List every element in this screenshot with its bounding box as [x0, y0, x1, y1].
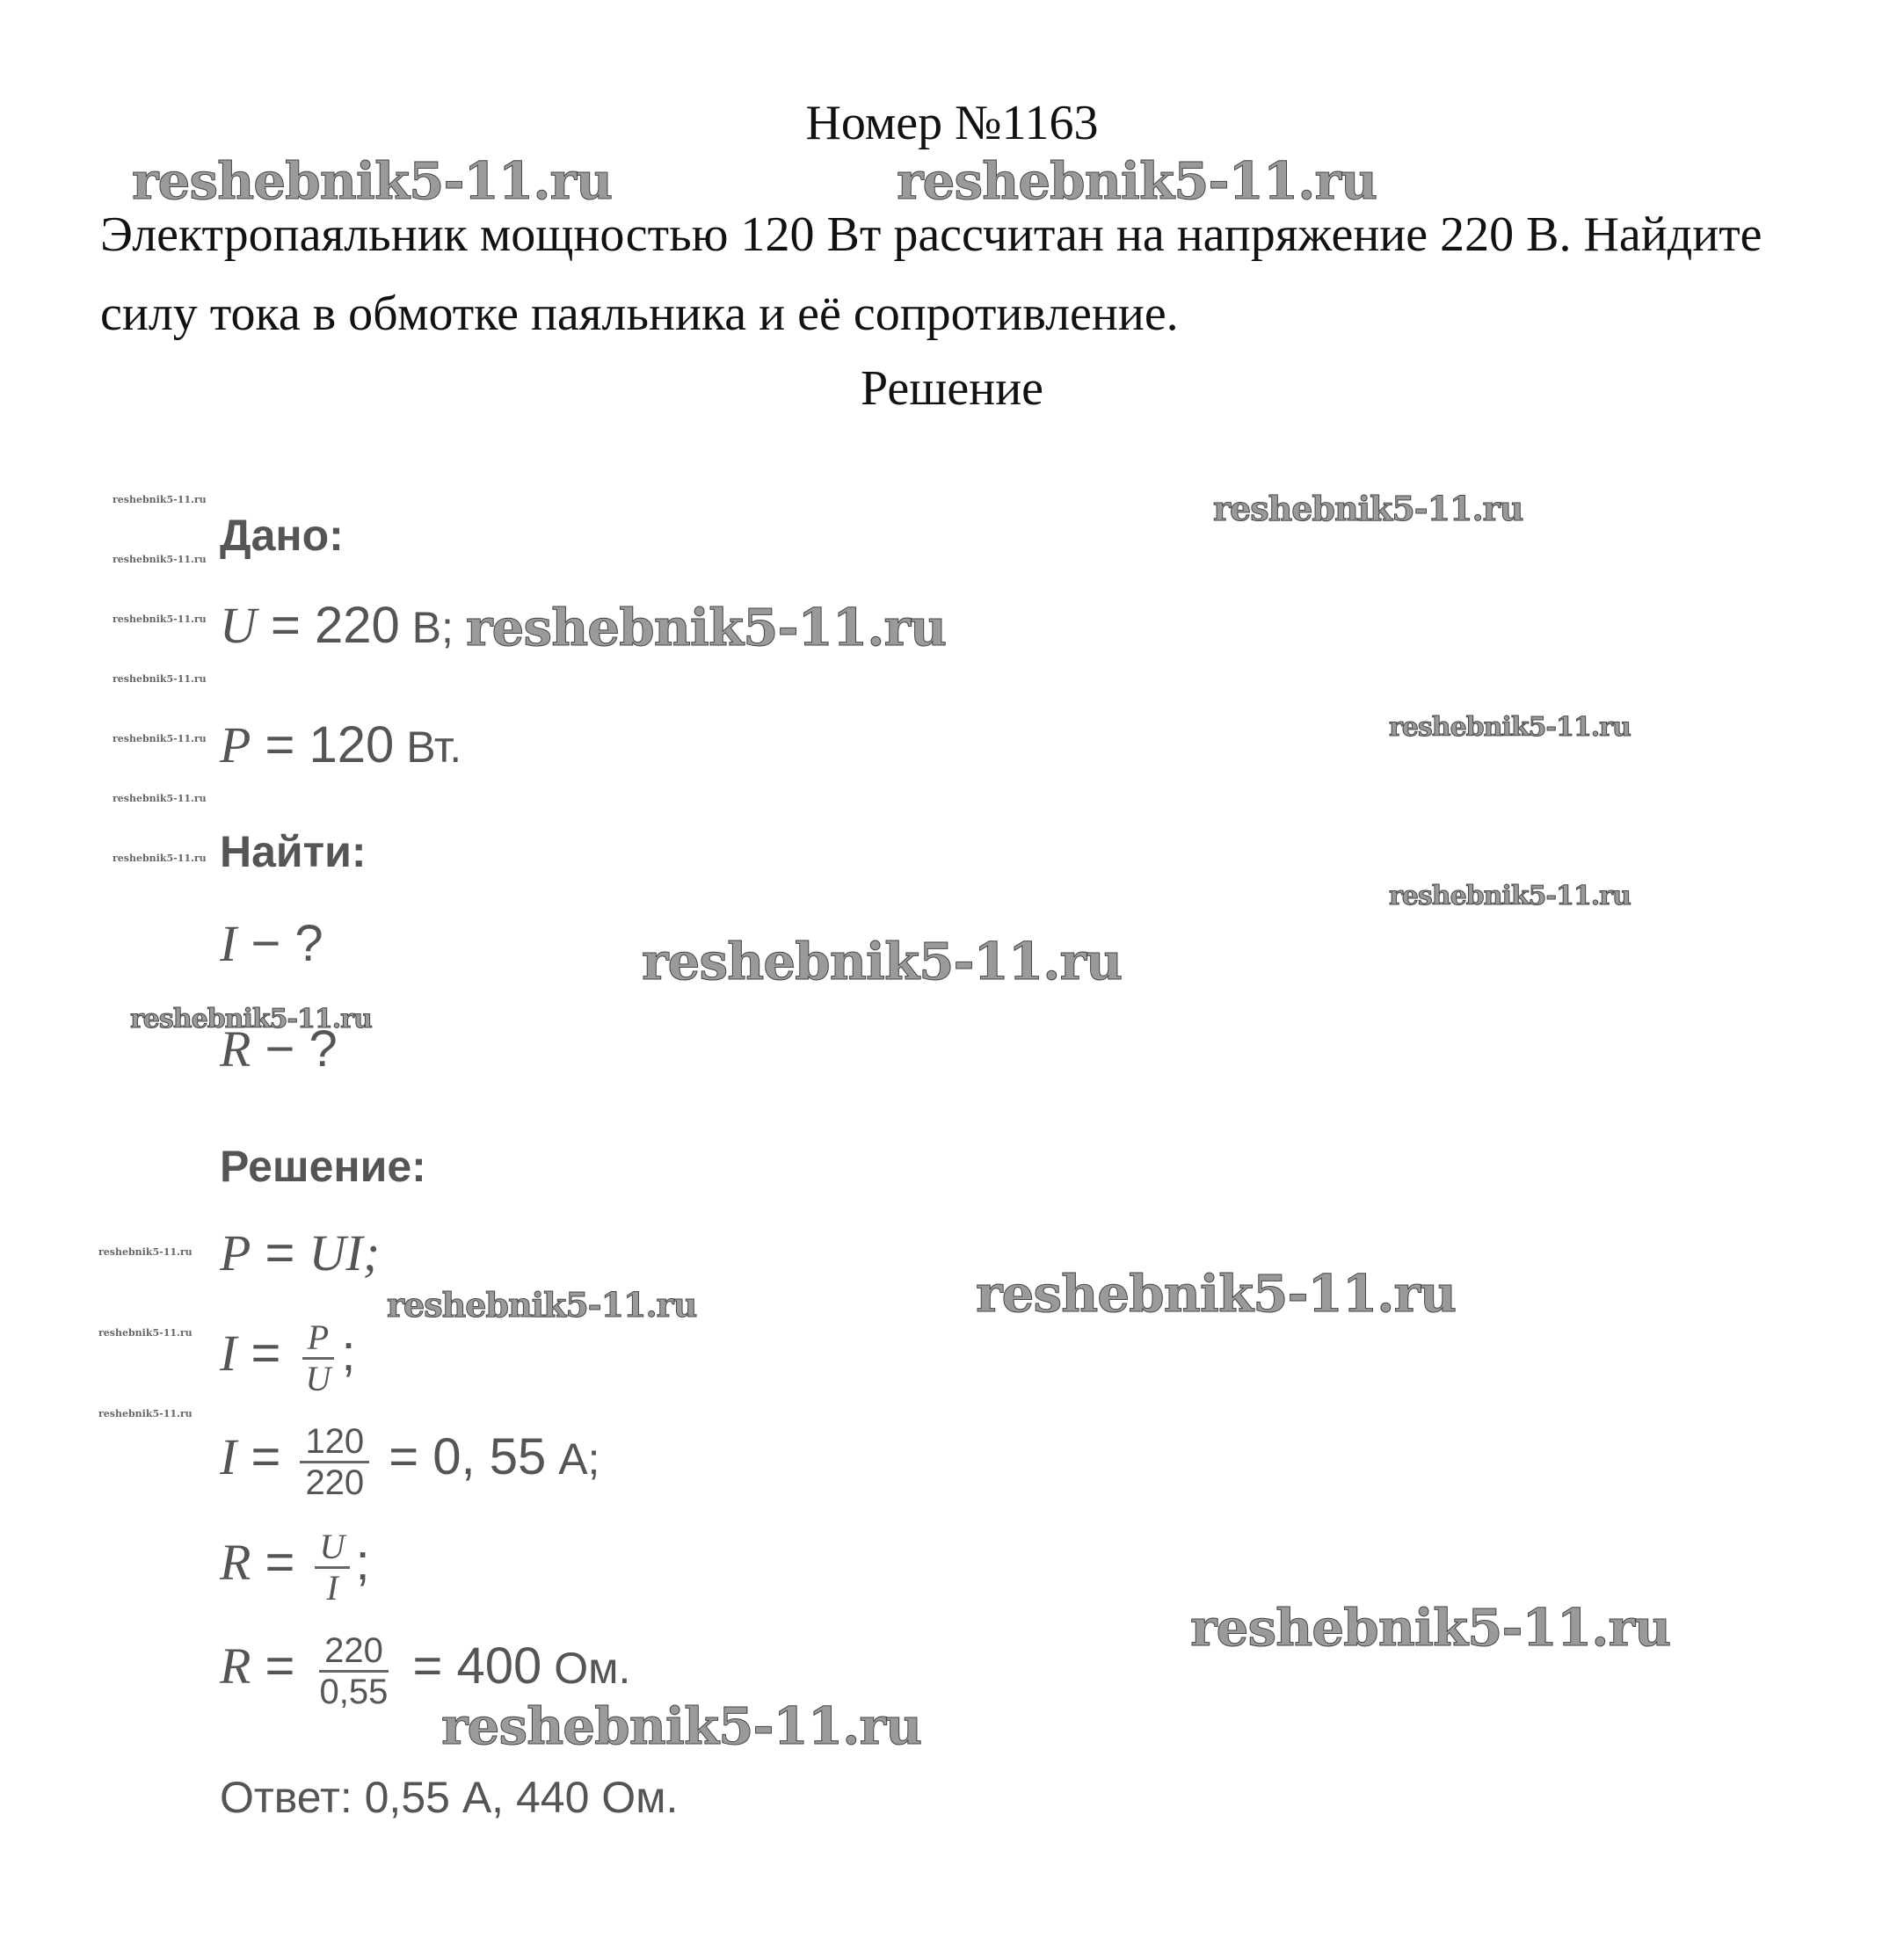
formula-power: P = UI; — [220, 1224, 381, 1281]
watermark: reshebnik5-11.ru — [98, 1327, 193, 1339]
fraction: $\frac{220}{0,55}$ — [319, 1631, 389, 1711]
watermark: reshebnik5-11.ru — [98, 1408, 193, 1419]
var-u: U — [220, 597, 257, 654]
given-voltage: U = 220 В; — [220, 597, 454, 654]
solution-label: Решение: — [220, 1142, 426, 1191]
watermark: reshebnik5-11.ru — [1389, 712, 1631, 743]
watermark: reshebnik5-11.ru — [466, 598, 947, 657]
calc-current: I = $\frac{120}{220}$ = 0, 55 А; — [220, 1422, 600, 1502]
find-label: Найти: — [220, 827, 367, 876]
current-result: 0, 55 — [432, 1427, 547, 1485]
given-power: P = 120 Вт. — [220, 716, 462, 773]
solution-heading: Решение — [860, 361, 1044, 416]
watermark: reshebnik5-11.ru — [98, 1246, 193, 1258]
watermark: reshebnik5-11.ru — [113, 793, 207, 804]
formula-resistance: R = $\frac{U}{I}$ ; — [220, 1527, 370, 1608]
watermark: reshebnik5-11.ru — [1213, 489, 1523, 528]
fraction: $\frac{U}{I}$ — [315, 1528, 351, 1608]
find-resistance: R − ? — [220, 1020, 338, 1078]
watermark: reshebnik5-11.ru — [897, 151, 1377, 211]
problem-statement: Электропаяльник мощностью 120 Вт рассчитан на напряжение 220 В. Найдите силу тока в обмотке паяльника и её сопротивление. — [100, 207, 1762, 341]
watermark: reshebnik5-11.ru — [113, 853, 207, 864]
watermark: reshebnik5-11.ru — [441, 1696, 922, 1756]
fraction: $\frac{120}{220}$ — [300, 1422, 369, 1502]
watermark: reshebnik5-11.ru — [1389, 881, 1631, 911]
var-p: P — [220, 716, 251, 773]
voltage-value: 220 — [315, 597, 400, 654]
watermark: reshebnik5-11.ru — [1190, 1598, 1671, 1658]
find-current: I − ? — [220, 915, 323, 972]
watermark: reshebnik5-11.ru — [113, 673, 207, 685]
watermark: reshebnik5-11.ru — [113, 554, 207, 565]
power-value: 120 — [309, 716, 395, 773]
watermark: reshebnik5-11.ru — [976, 1264, 1457, 1324]
watermark: reshebnik5-11.ru — [130, 1004, 372, 1034]
calc-resistance: R = $\frac{220}{0,55}$ = 400 Ом. — [220, 1631, 631, 1711]
watermark: reshebnik5-11.ru — [113, 733, 207, 744]
page-title: Номер №1163 — [805, 96, 1099, 150]
watermark: reshebnik5-11.ru — [113, 613, 207, 625]
watermark: reshebnik5-11.ru — [113, 494, 207, 505]
given-label: Дано: — [220, 511, 344, 560]
answer: Ответ: 0,55 А, 440 Ом. — [220, 1773, 679, 1822]
resistance-result: 400 — [456, 1637, 542, 1695]
watermark: reshebnik5-11.ru — [387, 1285, 697, 1325]
formula-current: I = $\frac{P}{U}$ ; — [220, 1318, 356, 1398]
fraction: $\frac{P}{U}$ — [300, 1318, 336, 1398]
watermark: reshebnik5-11.ru — [642, 932, 1123, 991]
watermark: reshebnik5-11.ru — [132, 151, 613, 211]
